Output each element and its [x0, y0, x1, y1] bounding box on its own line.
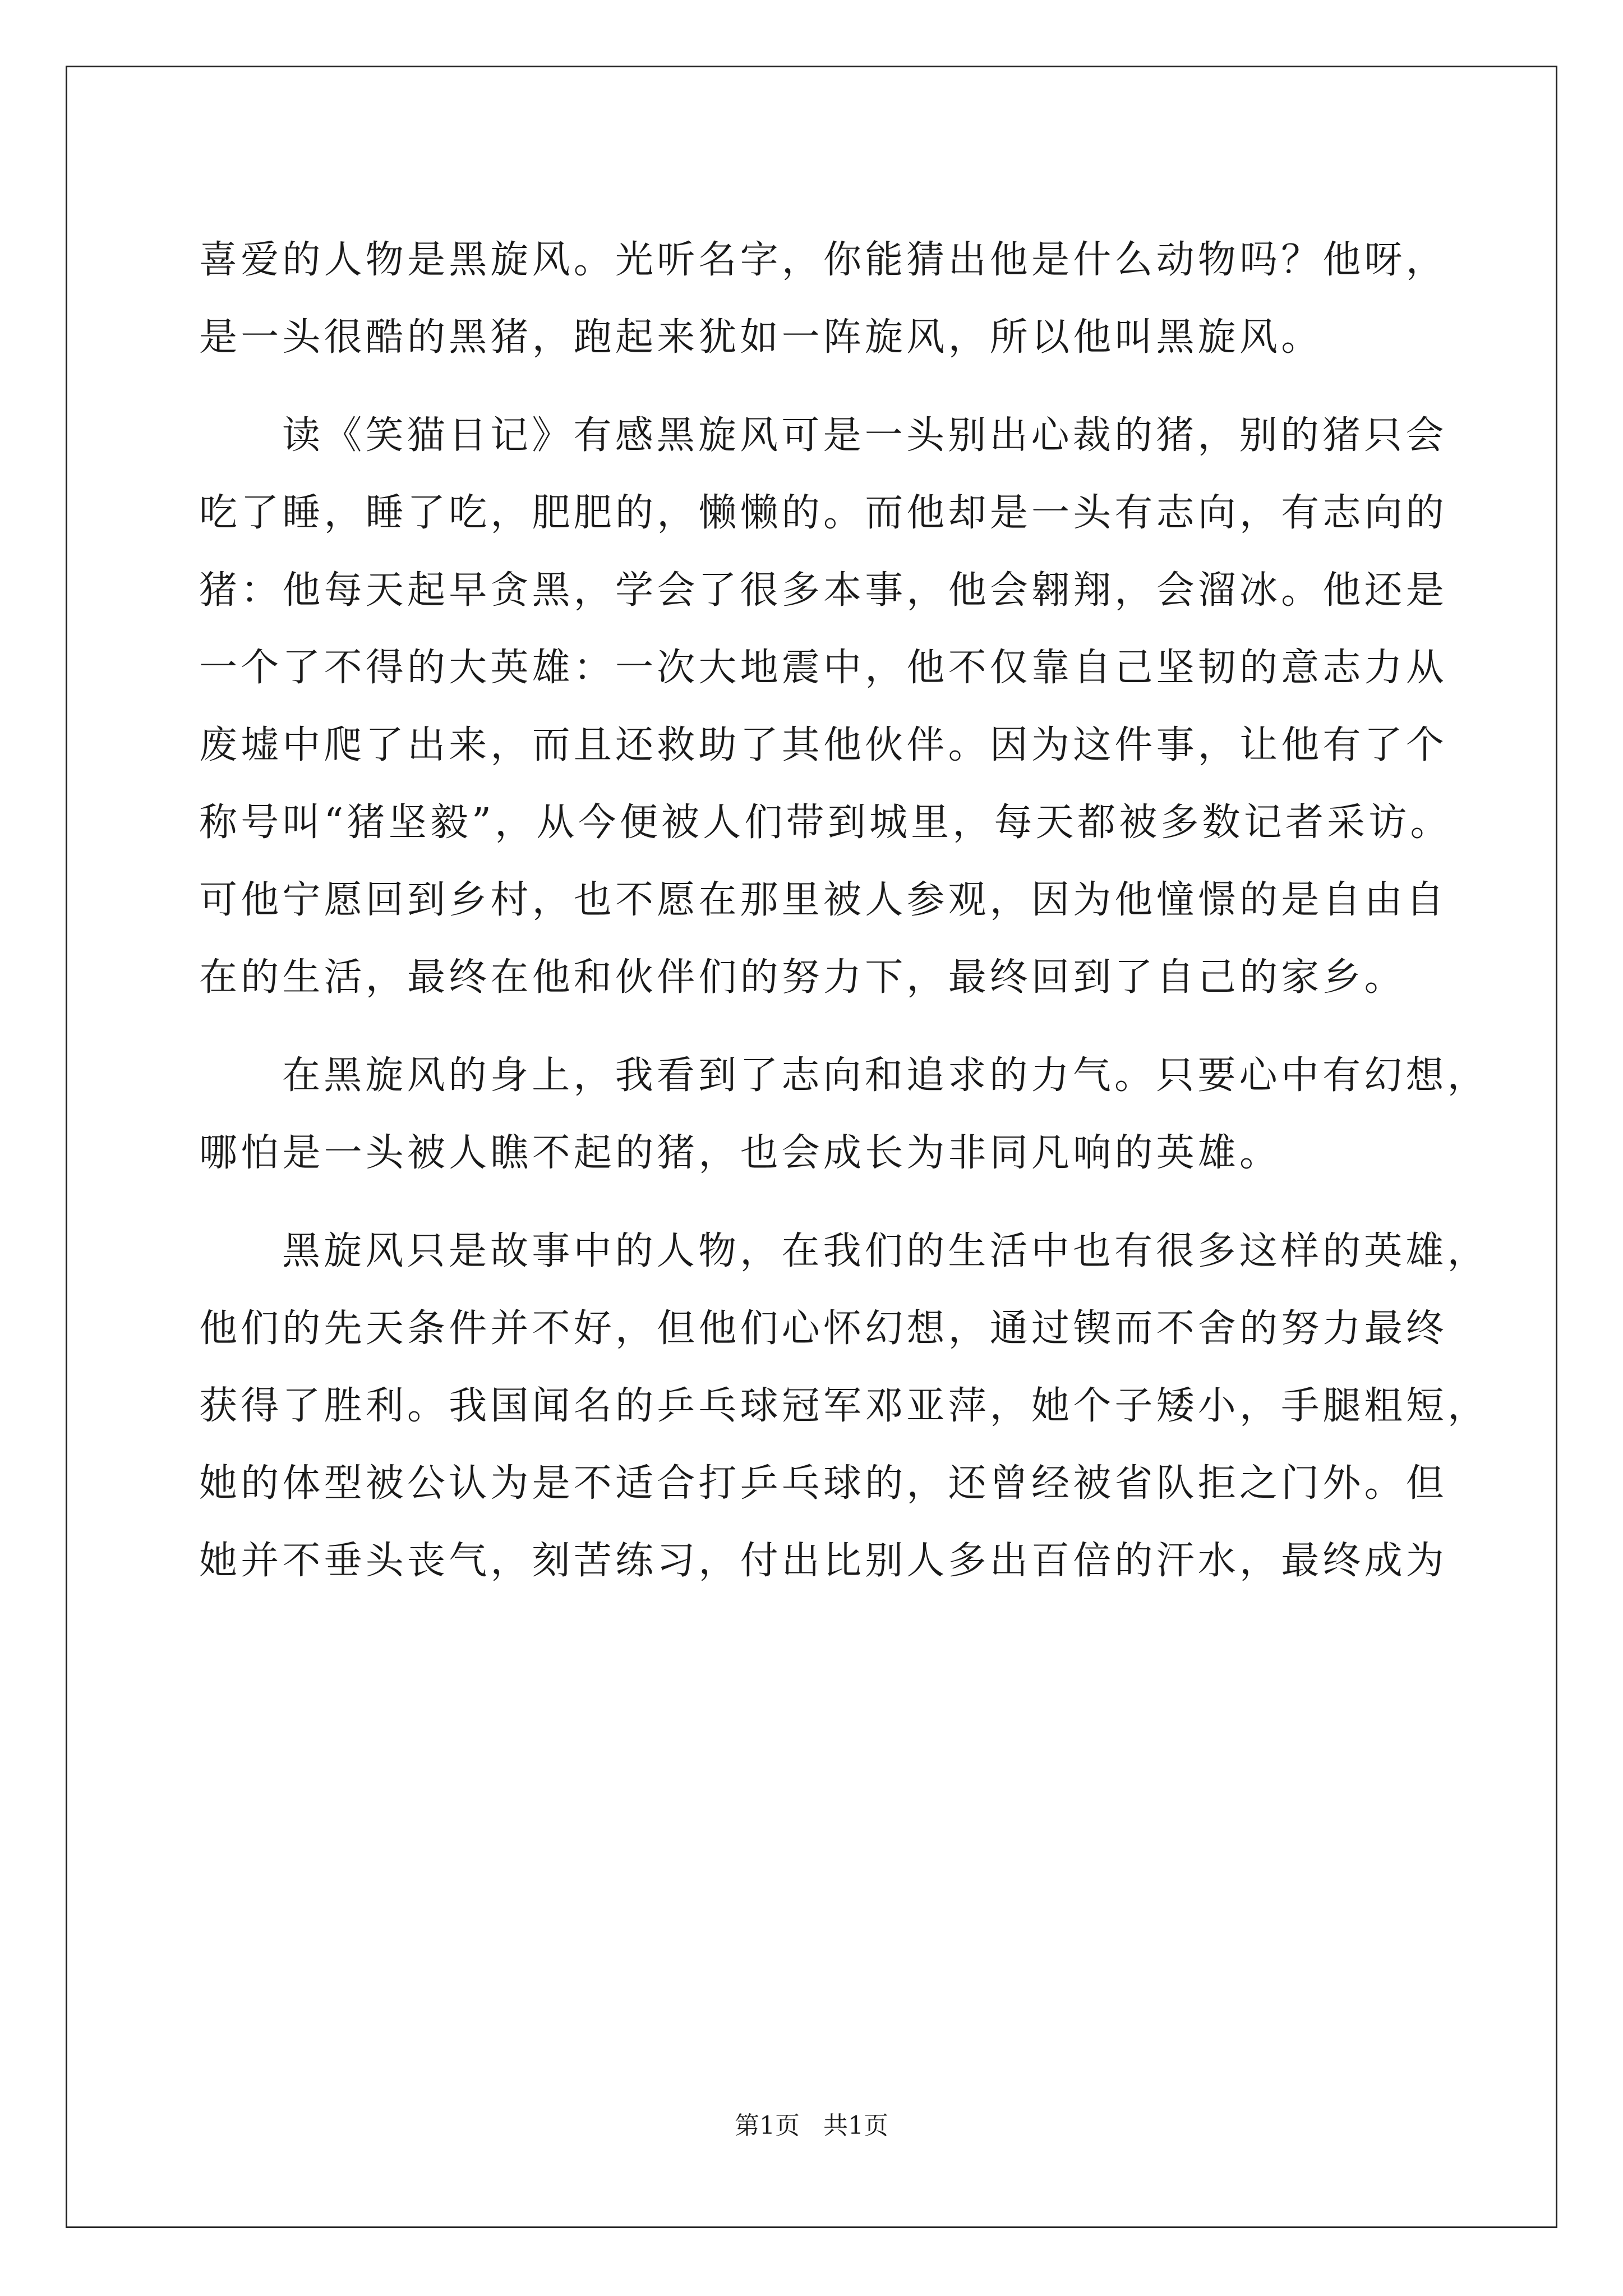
text-line: 废墟中爬了出来，而且还救助了其他伙伴。因为这件事，让他有了个	[199, 723, 1448, 767]
text-line: 可他宁愿回到乡村，也不愿在那里被人参观，因为他憧憬的是自由自	[199, 878, 1448, 922]
text-line: 她并不垂头丧气，刻苦练习，付出比别人多出百倍的汗水，最终成为	[199, 1539, 1448, 1583]
text-line: 是一头很酷的黑猪，跑起来犹如一阵旋风，所以他叫黑旋风。	[199, 315, 1323, 360]
paragraph	[199, 397, 1452, 1016]
text-line: 称号叫“猪坚毅”，从今便被人们带到城里，每天都被多数记者采访。	[199, 800, 1452, 845]
page-number-current: 第1页	[735, 2111, 800, 2140]
text-line: 她的体型被公认为是不适合打乒乓球的，还曾经被省队拒之门外。但	[199, 1461, 1448, 1506]
paragraph	[199, 222, 1448, 376]
text-line: 喜爱的人物是黑旋风。光听名字，你能猜出他是什么动物吗？他呀，	[199, 238, 1448, 282]
text-line: 吃了睡，睡了吃，肥肥的，懒懒的。而他却是一头有志向，有志向的	[199, 491, 1448, 535]
page-footer	[0, 2109, 1623, 2143]
text-line: 他们的先天条件并不好，但他们心怀幻想，通过锲而不舍的努力最终	[199, 1306, 1448, 1351]
document-body	[199, 222, 1490, 1600]
paragraph	[199, 1037, 1489, 1192]
page-number-total: 共1页	[823, 2111, 888, 2140]
paragraph	[199, 1213, 1490, 1600]
text-line: 黑旋风只是故事中的人物，在我们的生活中也有很多这样的英雄，	[282, 1229, 1489, 1273]
text-line: 获得了胜利。我国闻名的乒乓球冠军邓亚萍，她个子矮小，手腿粗短，	[199, 1384, 1490, 1428]
text-line: 猪：他每天起早贪黑，学会了很多本事，他会翱翔，会溜冰。他还是	[199, 568, 1448, 613]
text-line: 哪怕是一头被人瞧不起的猪，也会成长为非同凡响的英雄。	[199, 1131, 1281, 1175]
text-line: 在黑旋风的身上，我看到了志向和追求的力气。只要心中有幻想，	[282, 1053, 1489, 1098]
text-line: 读《笑猫日记》有感黑旋风可是一头别出心裁的猪，别的猪只会	[282, 413, 1447, 458]
text-line: 一个了不得的大英雄：一次大地震中，他不仅靠自己坚韧的意志力从	[199, 646, 1448, 690]
text-line: 在的生活，最终在他和伙伴们的努力下，最终回到了自己的家乡。	[199, 955, 1406, 1000]
